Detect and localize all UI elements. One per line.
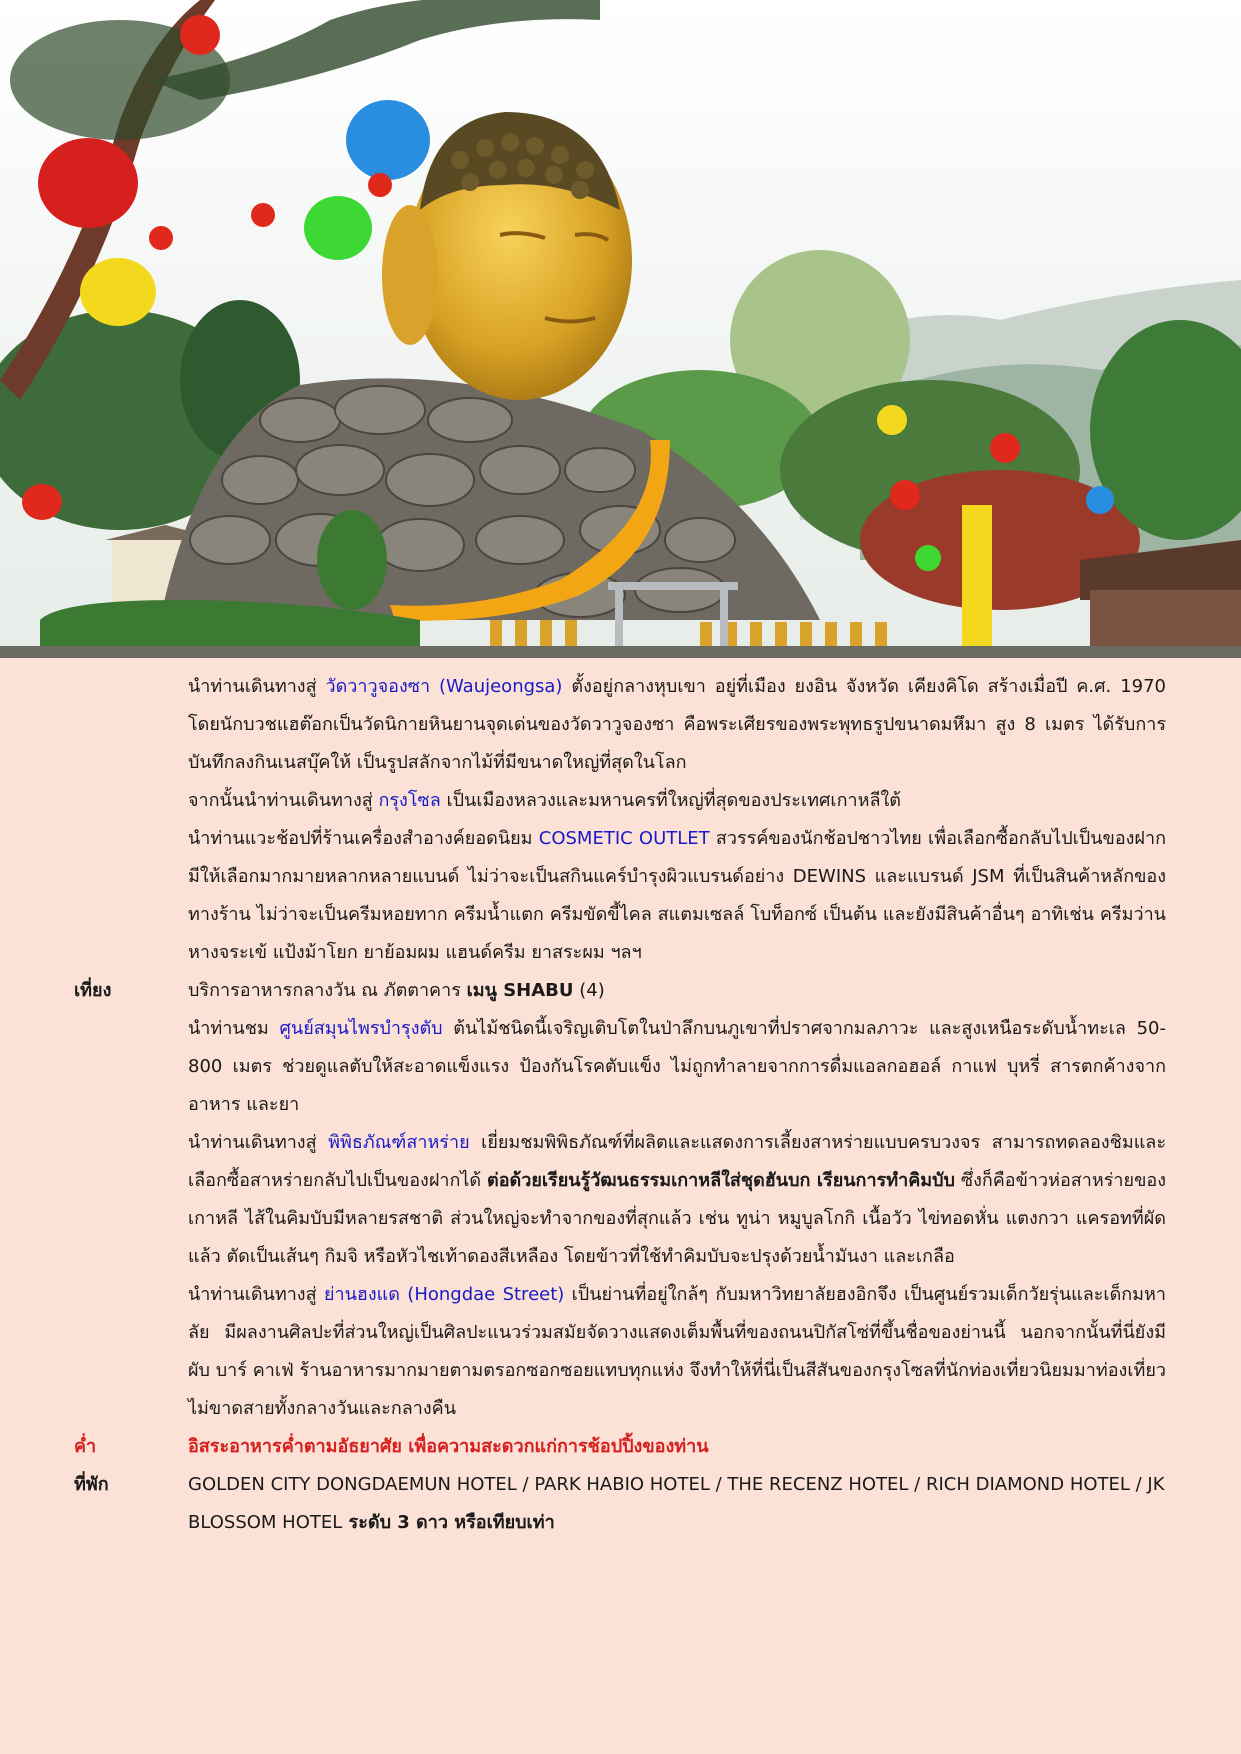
lunch-menu: เมนู SHABU	[466, 980, 574, 1001]
text-segment: นำท่านเดินทางสู่	[188, 676, 326, 697]
text-segment: นำท่านเดินทางสู่	[188, 1132, 329, 1153]
itinerary-row-cosmetic	[0, 820, 1241, 972]
place-name-highlight: พิพิธภัณฑ์สาหร่าย	[328, 1132, 470, 1153]
itinerary-row-herbal	[0, 1010, 1241, 1124]
itinerary-row-seoul	[0, 782, 1241, 820]
itinerary-content	[0, 668, 1241, 1542]
time-label-empty	[0, 820, 188, 972]
activity-bold: ต่อด้วยเรียนรู้วัฒนธรรมเกาหลีใส่ชุดฮันบก เรียนการทำคิมบับ	[487, 1170, 955, 1191]
time-label-hotel: ที่พัก	[74, 1474, 109, 1495]
text-segment: นำท่านแวะช้อปที่ร้านเครื่องสำอางค์ยอดนิยม	[188, 828, 539, 849]
text-segment: นำท่านชม	[188, 1018, 280, 1039]
itinerary-row-hotel	[0, 1466, 1241, 1542]
text-segment: บริการอาหารกลางวัน ณ ภัตตาคาร	[188, 980, 467, 1001]
text-segment: ตั้งอยู่กลางหุบเขา อยู่ที่เมือง ยงอิน จังหวัด เคียงคิโด สร้างเมื่อปี ค.ศ. 1970 โดยนักบวชแฮต๊อกเป็นวัดนิกายหินยานจุดเด่นของวัดวาวูจองซา คือพระเศียรของพระพุทธรูปขนาดมหึมา สูง 8 เมตร ได้รับการบันทึกลงกินเนสบุ๊คให้ เป็นรูปสลักจากไม้ที่มีขนาดใหญ่ที่สุดในโลก	[188, 676, 1166, 773]
text-segment: เป็นเมืองหลวงและมหานครที่ใหญ่ที่สุดของประเทศเกาหลีใต้	[440, 790, 901, 811]
itinerary-row-lunch	[0, 972, 1241, 1010]
time-label-dinner: ค่ำ	[74, 1436, 97, 1457]
paragraph-herbal-center	[188, 1010, 1166, 1124]
hotel-names: GOLDEN CITY DONGDAEMUN HOTEL / PARK HABIO HOTEL / THE RECENZ HOTEL / RICH DIAMOND HOTEL / JK BLOSSOM HOTEL	[188, 1474, 1165, 1533]
time-label-empty	[0, 1010, 188, 1124]
text-segment: จากนั้นนำท่านเดินทางสู่	[188, 790, 379, 811]
text-segment: เยี่ยมชมพิพิธภัณฑ์ที่ผลิตและแสดงการเลี้ยงสาหร่ายแบบครบวงจร สามารถทดลองชิมและเลือกซื้อสาหร่ายกลับไปเป็นของฝากได้	[188, 1132, 1166, 1191]
text-segment: (4)	[573, 980, 605, 1001]
paragraph-seaweed-museum	[188, 1124, 1166, 1276]
paragraph-lunch	[188, 972, 1166, 1010]
paragraph-hongdae	[188, 1276, 1166, 1428]
text-segment: ซึ่งก็คือข้าวห่อสาหร่ายของเกาหลี ไส้ในคิมบับมีหลายรสชาติ ส่วนใหญ่จะทำจากของที่สุกแล้ว เช่น ทูน่า หมูบูลโกกิ เนื้อวัว ไข่ทอดหั่น แตงกวา แครอทที่ผัดแล้ว ตัดเป็นเส้นๆ กิมจิ หรือหัวไชเท้าดองสีเหลือง โดยข้าวที่ใช้ทำคิมบับจะปรุงด้วยน้ำมันงา และเกลือ	[188, 1170, 1166, 1267]
paragraph-hotel	[188, 1466, 1166, 1542]
header-photo	[0, 0, 1241, 658]
time-label-empty	[0, 1276, 188, 1428]
place-name-highlight: วัดวาวูจองซา (Waujeongsa)	[325, 676, 563, 697]
time-label-lunch: เที่ยง	[74, 980, 112, 1001]
place-name-highlight: COSMETIC OUTLET	[538, 828, 710, 849]
hotel-rating: ระดับ 3 ดาว หรือเทียบเท่า	[342, 1512, 555, 1533]
itinerary-row-seaweed	[0, 1124, 1241, 1276]
itinerary-row-hongdae	[0, 1276, 1241, 1428]
buddha-head-temple-photo	[0, 0, 1241, 658]
paragraph-waujeongsa	[188, 668, 1166, 782]
text-segment: นำท่านเดินทางสู่	[188, 1284, 324, 1305]
paragraph-dinner: อิสระอาหารค่ำตามอัธยาศัย เพื่อความสะดวกแก่การช้อปปิ้งของท่าน	[188, 1436, 709, 1457]
text-segment: ต้นไม้ชนิดนี้เจริญเติบโตในป่าลึกบนภูเขาที่ปราศจากมลภาวะ และสูงเหนือระดับน้ำทะเล 50-800 เมตร ช่วยดูแลตับให้สะอาดแข็งแรง ป้องกันโรคตับแข็ง ไม่ถูกทำลายจากการดื่มแอลกอฮอล์ กาแฟ บุหรี่ สารตกค้างจากอาหาร และยา	[188, 1018, 1167, 1115]
place-name-highlight: ศูนย์สมุนไพรบำรุงตับ	[279, 1018, 443, 1039]
itinerary-row-dinner	[0, 1428, 1241, 1466]
text-segment: สวรรค์ของนักช้อปชาวไทย เพื่อเลือกซื้อกลับไปเป็นของฝาก มีให้เลือกมากมายหลากหลายแบนด์ ไม่ว่าจะเป็นสกินแคร์บำรุงผิวแบรนด์อย่าง DEWINS และแบรนด์ JSM ที่เป็นสินค้าหลักของทางร้าน ไม่ว่าจะเป็นครีมหอยทาก ครีมน้ำแตก ครีมขัดขี้ไคล สแตมเซลล์ โบท็อกซ์ เป็นต้น และยังมีสินค้าอื่นๆ อาทิเช่น ครีมว่านหางจระเข้ แป้งม้าโยก ยาย้อมผม แฮนด์ครีม ยาสระผม ฯลฯ	[188, 828, 1166, 963]
paragraph-cosmetic-outlet	[188, 820, 1166, 972]
time-label-empty	[0, 782, 188, 820]
text-segment: เป็นย่านที่อยู่ใกล้ๆ กับมหาวิทยาลัยฮงอิกจึง เป็นศูนย์รวมเด็กวัยรุ่นและเด็กมหาลัย มีผลงานศิลปะที่ส่วนใหญ่เป็นศิลปะแนวร่วมสมัยจัดวางแสดงเต็มพื้นที่ของถนนปิกัสโซ่ที่ขึ้นชื่อของย่านนี้ นอกจากนั้นที่นี่ยังมีผับ บาร์ คาเฟ่ ร้านอาหารมากมายตามตรอกซอกซอยแทบทุกแห่ง จึงทำให้ที่นี่เป็นสีสันของกรุงโซลที่นักท่องเที่ยวนิยมมาท่องเที่ยวไม่ขาดสายทั้งกลางวันและกลางคืน	[188, 1284, 1166, 1419]
paragraph-seoul	[188, 782, 1166, 820]
place-name-highlight: กรุงโซล	[378, 790, 441, 811]
time-label-empty	[0, 1124, 188, 1276]
itinerary-row-waujeongsa	[0, 668, 1241, 782]
time-label-empty	[0, 668, 188, 782]
place-name-highlight: ย่านฮงแด (Hongdae Street)	[323, 1284, 565, 1305]
